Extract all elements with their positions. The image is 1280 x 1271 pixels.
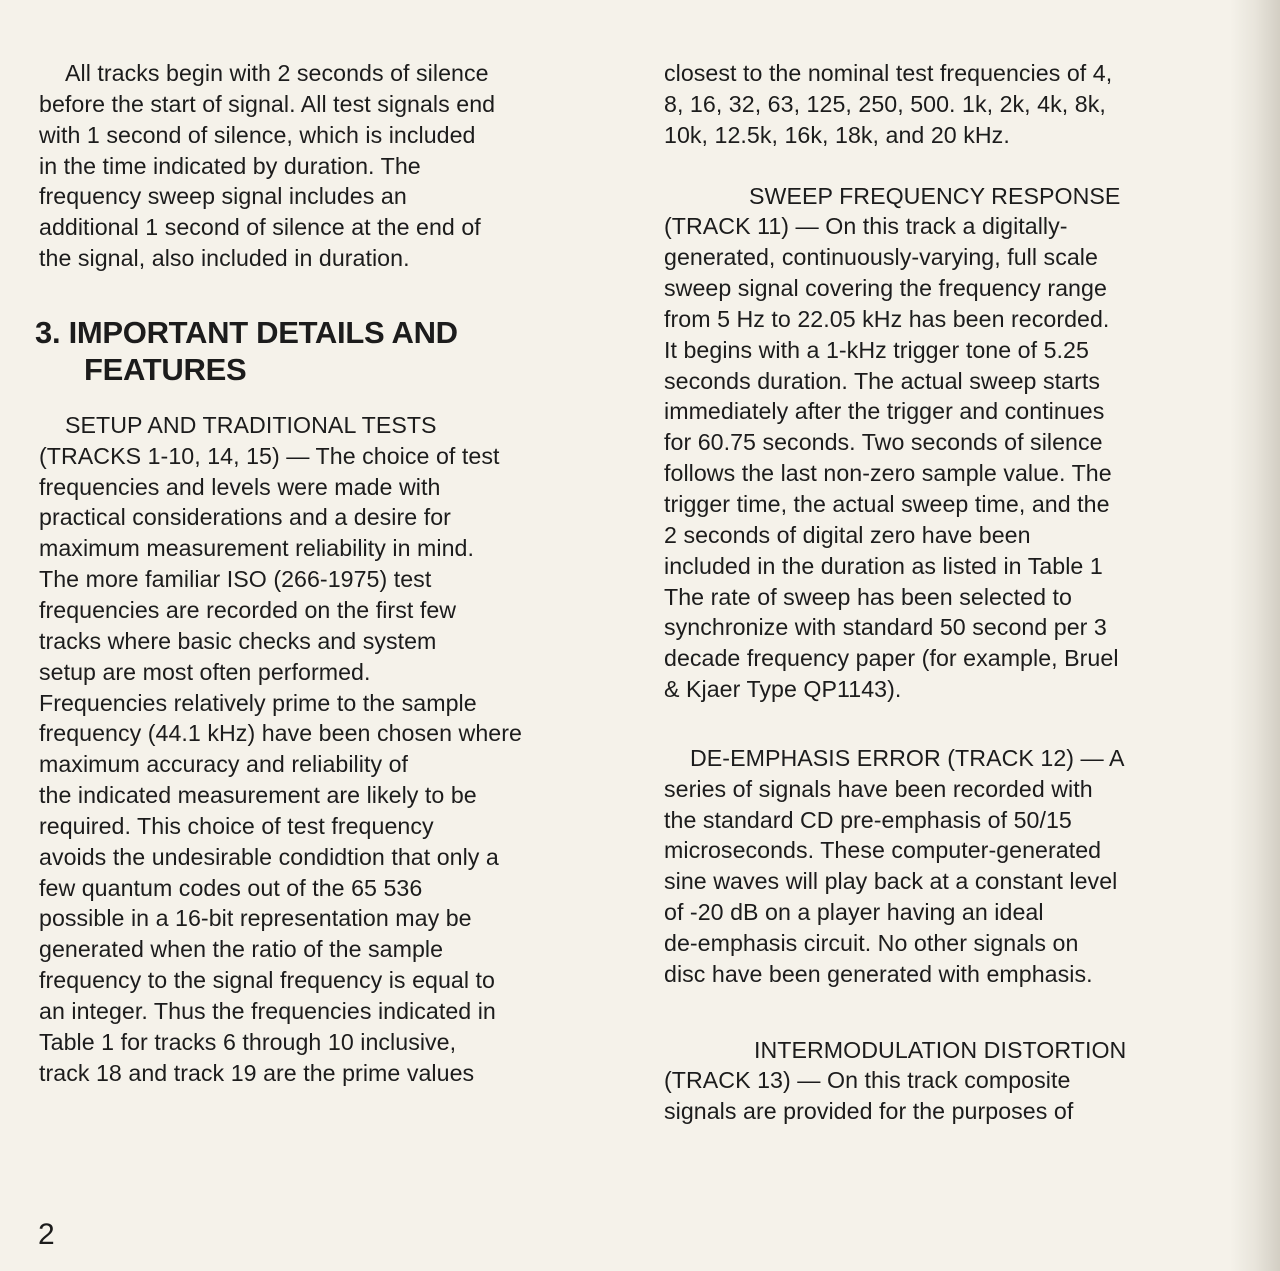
text-line: generated, continuously-varying, full scale (664, 244, 1098, 271)
spacer (664, 705, 1224, 743)
text-line: the signal, also included in duration. (39, 245, 410, 272)
text-line: possible in a 16-bit representation may be (39, 905, 472, 932)
text-line: tracks where basic checks and system (39, 627, 437, 654)
text-line: setup are most often performed. (39, 658, 371, 685)
text-line: before the start of signal. All test signals end (39, 90, 496, 117)
text-line: Frequencies relatively prime to the sample (39, 689, 477, 716)
text-line: (TRACK 11) — On this track a digitally- (664, 213, 1068, 240)
text-line: immediately after the trigger and continues (664, 398, 1105, 425)
text-line: practical considerations and a desire for (39, 504, 451, 531)
text-line: few quantum codes out of the 65 536 (39, 874, 423, 901)
text-line: follows the last non-zero sample value. The (664, 460, 1112, 487)
text-line: (TRACK 13) — On this track composite (664, 1067, 1071, 1094)
text-line: Table 1 for tracks 6 through 10 inclusive, (39, 1028, 457, 1055)
text-line: frequencies and levels were made with (39, 473, 441, 500)
text-line: in the time indicated by duration. The (39, 152, 421, 179)
section-heading-line: 3. IMPORTANT DETAILS AND (35, 314, 458, 350)
left-column (35, 58, 629, 1088)
text-line: signals are provided for the purposes of (664, 1098, 1074, 1125)
text-line: of -20 dB on a player having an ideal (664, 899, 1044, 926)
text-line: disc have been generated with emphasis. (664, 960, 1093, 987)
text-line: closest to the nominal test frequencies of 4, (664, 60, 1113, 86)
text-line: The rate of sweep has been selected to (664, 583, 1072, 610)
intermod-paragraph (664, 1035, 1224, 1128)
text-line: All tracks begin with 2 seconds of silence (65, 60, 489, 86)
text-line: decade frequency paper (for example, Bruel (664, 645, 1119, 672)
text-line: seconds duration. The actual sweep starts (664, 367, 1100, 394)
subsection-title: SWEEP FREQUENCY RESPONSE (749, 182, 1121, 209)
sweep-paragraph (664, 181, 1224, 705)
text-line: with 1 second of silence, which is included (39, 121, 476, 148)
intro-paragraph (39, 58, 629, 274)
text-line: from 5 Hz to 22.05 kHz has been recorded. (664, 305, 1110, 332)
text-line: de-emphasis circuit. No other signals on (664, 929, 1079, 956)
text-line: frequency to the signal frequency is equal to (39, 967, 495, 994)
right-column (664, 58, 1224, 1127)
text-line: for 60.75 seconds. Two seconds of silence (664, 429, 1103, 456)
text-line: sweep signal covering the frequency range (664, 275, 1107, 302)
text-line: frequency sweep signal includes an (39, 183, 407, 210)
setup-paragraph (39, 410, 629, 1089)
text-line: & Kjaer Type QP1143). (664, 676, 902, 703)
section-heading (35, 314, 629, 388)
text-line: 10k, 12.5k, 16k, 18k, and 20 kHz. (664, 121, 1010, 148)
text-line: synchronize with standard 50 second per 3 (664, 614, 1107, 641)
deemphasis-paragraph (664, 743, 1224, 990)
text-line: trigger time, the actual sweep time, and the (664, 490, 1110, 517)
subsection-title: INTERMODULATION DISTORTION (754, 1036, 1127, 1063)
subsection-title: DE-EMPHASIS ERROR (TRACK 12) — A (690, 744, 1125, 771)
spacer (664, 151, 1224, 181)
text-line: sine waves will play back at a constant level (664, 868, 1118, 895)
text-line: an integer. Thus the frequencies indicated in (39, 997, 496, 1024)
text-line: (TRACKS 1-10, 14, 15) — The choice of test (39, 442, 500, 469)
text-line: series of signals have been recorded with (664, 775, 1093, 802)
text-line: included in the duration as listed in Table 1 (664, 552, 1103, 579)
text-line: the indicated measurement are likely to be (39, 782, 477, 809)
text-line: required. This choice of test frequency (39, 812, 434, 839)
text-line: The more familiar ISO (266-1975) test (39, 566, 432, 593)
page-number: 2 (38, 1218, 55, 1251)
text-line: generated when the ratio of the sample (39, 936, 444, 963)
text-line: 2 seconds of digital zero have been (664, 521, 1031, 548)
text-line: 8, 16, 32, 63, 125, 250, 500. 1k, 2k, 4k, 8k, (664, 90, 1106, 117)
continuation-paragraph (664, 58, 1224, 151)
text-line: track 18 and track 19 are the prime values (39, 1059, 475, 1086)
text-line: maximum accuracy and reliability of (39, 751, 409, 778)
section-heading-line: FEATURES (84, 351, 247, 387)
spacer (664, 990, 1224, 1035)
text-line: maximum measurement reliability in mind. (39, 535, 474, 562)
text-line: microseconds. These computer-generated (664, 837, 1102, 864)
text-line: additional 1 second of silence at the end of (39, 214, 481, 241)
subsection-title: SETUP AND TRADITIONAL TESTS (65, 411, 437, 438)
text-line: frequency (44.1 kHz) have been chosen where (39, 720, 522, 747)
text-line: avoids the undesirable condidtion that only a (39, 843, 499, 870)
text-line: the standard CD pre-emphasis of 50/15 (664, 806, 1072, 833)
text-line: frequencies are recorded on the first few (39, 596, 457, 623)
text-line: It begins with a 1-kHz trigger tone of 5.25 (664, 336, 1089, 363)
